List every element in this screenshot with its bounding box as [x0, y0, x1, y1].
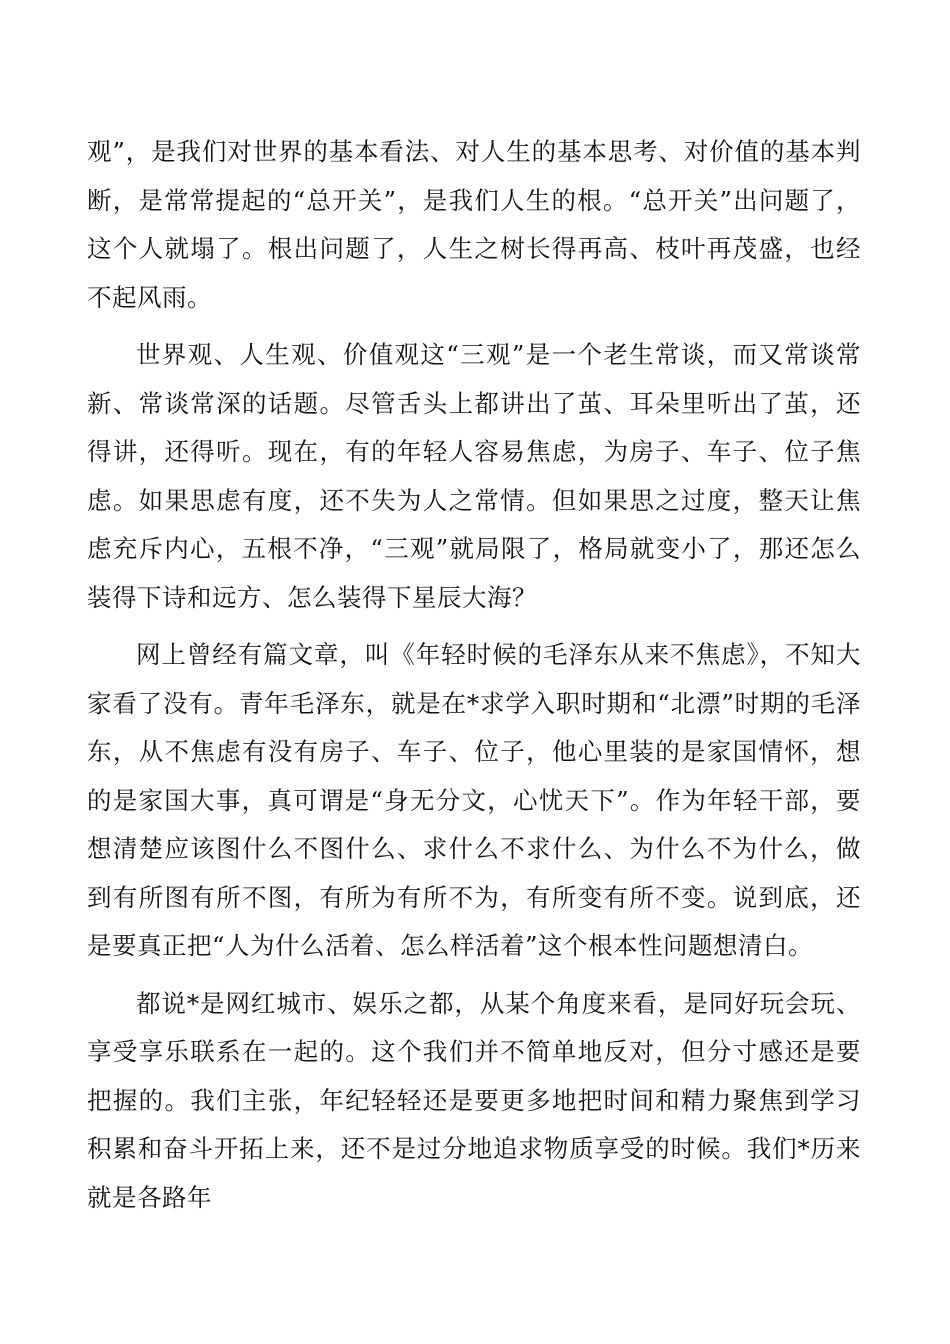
paragraph-three-views: 世界观、人生观、价值观这“三观”是一个老生常谈，而又常谈常新、常谈常深的话题。尽管舌头上都讲出了茧、耳朵里听出了茧，还得讲，还得听。现在，有的年轻人容易焦虑，为房子、车子、位子焦虑。如果思虑有度，还不失为人之常情。但如果思之过度，整天让焦虑充斥内心，五根不净，“三观”就局限了，格局就变小了，那还怎么装得下诗和远方、怎么装得下星辰大海？ — [87, 340, 861, 612]
paragraph-continuation: 观”，是我们对世界的基本看法、对人生的基本思考、对价值的基本判断，是常常提起的“总开关”，是我们人生的根。“总开关”出问题了，这个人就塌了。根出问题了，人生之树长得再高、枝叶再茂盛，也经不起风雨。 — [87, 137, 861, 312]
paragraph-young-mao: 网上曾经有篇文章，叫《年轻时候的毛泽东从来不焦虑》，不知大家看了没有。青年毛泽东，就是在*求学入职时期和“北漂”时期的毛泽东，从不焦虑有没有房子、车子、位子，他心里装的是家国情怀，想的是家国大事，真可谓是“身无分文，心忧天下”。作为年轻干部，要想清楚应该图什么不图什么、求什么不求什么、为什么不为什么，做到有所图有所不图，有所为有所不为，有所变有所不变。说到底，还是要真正把“人为什么活着、怎么样活着”这个根本性问题想清白。 — [87, 640, 861, 960]
document-body — [87, 128, 861, 1222]
paragraph-entertainment-city: 都说*是网红城市、娱乐之都，从某个角度来看，是同好玩会玩、享受享乐联系在一起的。这个我们并不简单地反对，但分寸感还是要把握的。我们主张，年纪轻轻还是要更多地把时间和精力聚焦到学习积累和奋斗开拓上来，还不是过分地追求物质享受的时候。我们*历来就是各路年 — [87, 988, 861, 1212]
